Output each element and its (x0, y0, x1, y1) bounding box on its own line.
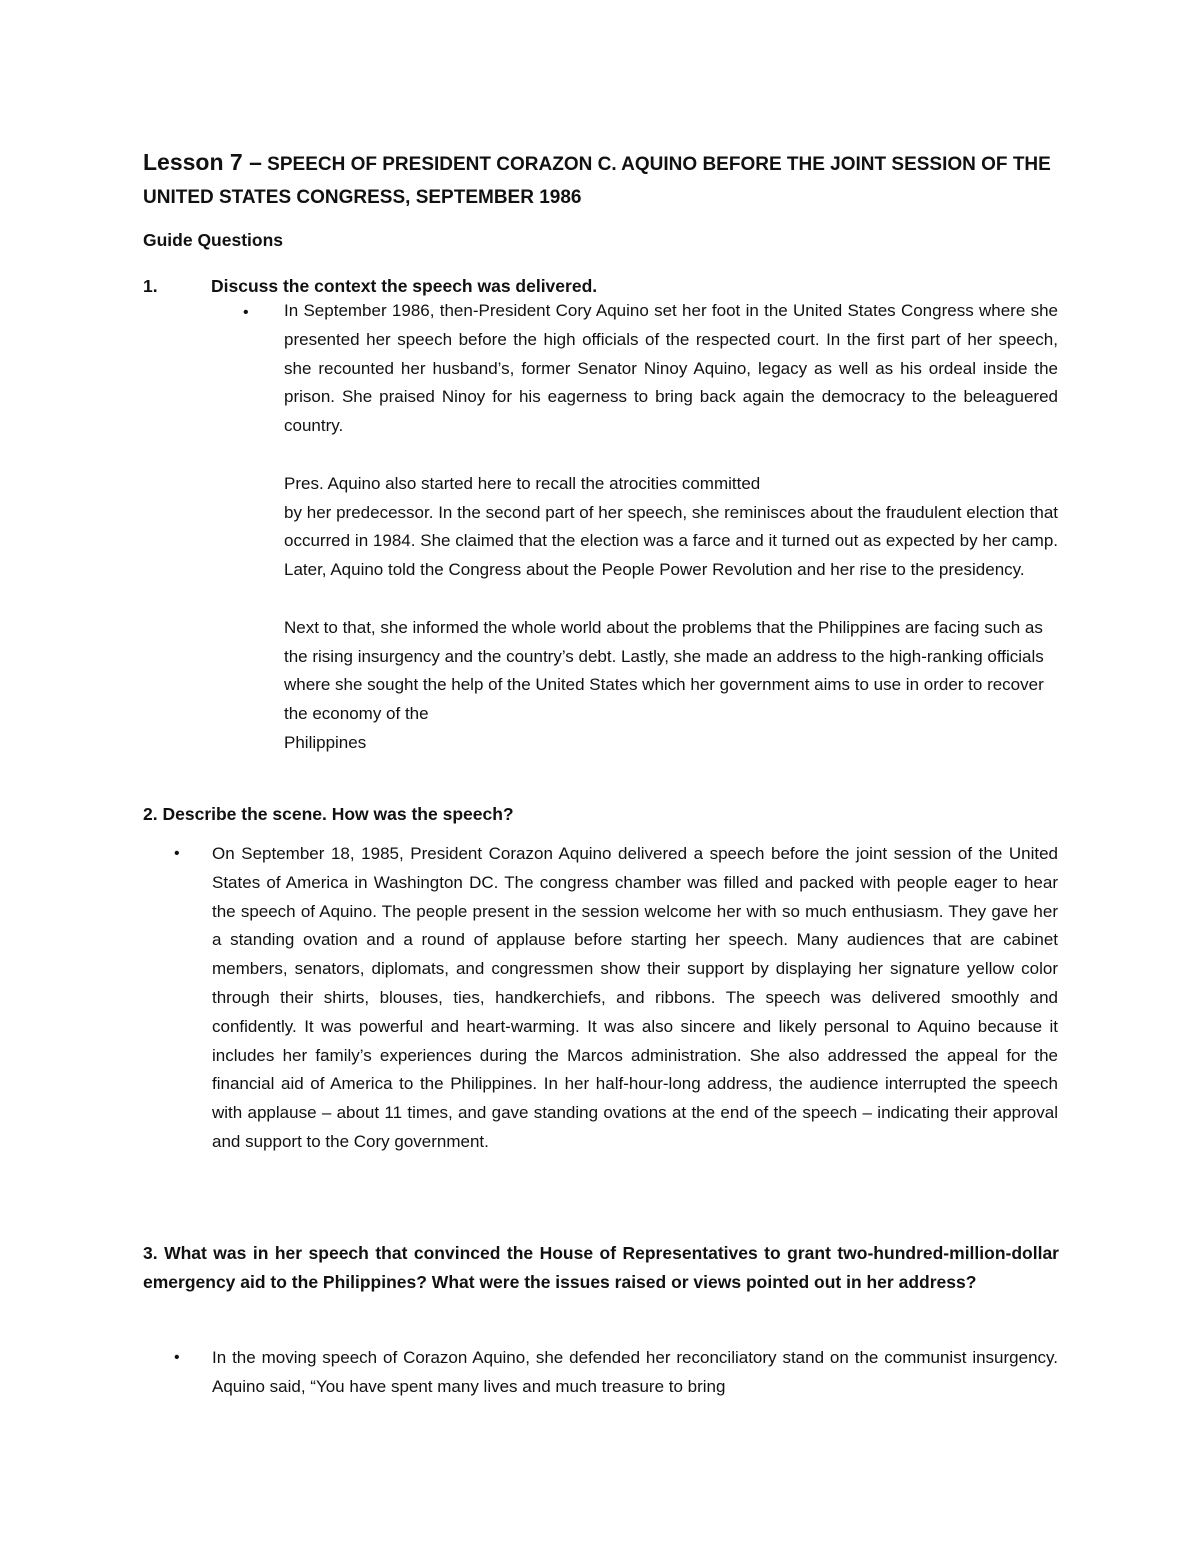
question-3 (143, 1239, 1059, 1297)
lesson-title-text: SPEECH OF PRESIDENT CORAZON C. AQUINO BEFORE THE JOINT SESSION OF THE UNITED STATES CONGRESS, SEPTEMBER 1986 (143, 154, 1051, 208)
question-3-text: What was in her speech that convinced the House of Representatives to grant two-hundred-million-dollar emergency aid to the Philippines? What were the issues raised or views pointed out in her address? (143, 1243, 1059, 1292)
question-1-number: 1. (143, 276, 158, 296)
answer-2 (212, 840, 1058, 1157)
answer-1-paragraph-2: Pres. Aquino also started here to recall the atrocities committed (284, 473, 761, 493)
lesson-title (143, 146, 1063, 214)
lesson-label: Lesson 7 – (143, 149, 262, 175)
answer-1 (284, 297, 1058, 758)
answer-3-paragraph: In the moving speech of Corazon Aquino, she defended her reconciliatory stand on the communist insurgency. Aquino said, “You have spent many lives and much treasure to bring (212, 1348, 1058, 1396)
bullet-icon: • (243, 304, 249, 321)
answer-1-paragraph-5: Philippines (284, 732, 367, 752)
answer-1-paragraph-4: Next to that, she informed the whole world about the problems that the Philippines are facing such as the rising insurgency and the country’s debt. Lastly, she made an address to the high-ranking officials where she sought the help of the United States which her government aims to use in order to recover the economy of the (284, 617, 1044, 724)
question-2-text: Describe the scene. How was the speech? (162, 804, 514, 824)
question-2 (143, 800, 514, 828)
answer-3 (212, 1344, 1058, 1402)
answer-2-paragraph: On September 18, 1985, President Corazon Aquino delivered a speech before the joint session of the United States of America in Washington DC. The congress chamber was filled and packed with people eager to hear the speech of Aquino. The people present in the session welcome her with so much enthusiasm. They gave her a standing ovation and a round of applause before starting her speech. Many audiences that are cabinet members, senators, diplomats, and congressmen show their support by displaying her signature yellow color through their shirts, blouses, ties, handkerchiefs, and ribbons. The speech was delivered smoothly and confidently. It was powerful and heart-warming. It was also sincere and likely personal to Aquino because it includes her family’s experiences during the Marcos administration. She also addressed the appeal for the financial aid of America to the Philippines. In her half-hour-long address, the audience interrupted the speech with applause – about 11 times, and gave standing ovations at the end of the speech – indicating their approval and support to the Cory government. (212, 844, 1058, 1151)
guide-questions-heading: Guide Questions (143, 230, 284, 250)
bullet-icon: • (174, 1349, 180, 1366)
question-1-text: Discuss the context the speech was delivered. (211, 276, 598, 296)
question-3-number: 3. (143, 1243, 158, 1263)
answer-1-paragraph-3: by her predecessor. In the second part of her speech, she reminisces about the fraudulent election that occurred in 1984. She claimed that the election was a farce and it turned out as expected by her camp. Later, Aquino told the Congress about the People Power Revolution and her rise to the presidency. (284, 502, 1058, 580)
bullet-icon: • (174, 845, 180, 862)
question-2-number: 2. (143, 804, 158, 824)
answer-1-paragraph-1: In September 1986, then-President Cory Aquino set her foot in the United States Congress where she presented her speech before the high officials of the respected court. In the first part of her speech, she recounted her husband’s, former Senator Ninoy Aquino, legacy as well as his ordeal inside the prison. She praised Ninoy for his eagerness to bring back again the democracy to the beleaguered country. (284, 301, 1058, 436)
question-1 (143, 272, 597, 300)
